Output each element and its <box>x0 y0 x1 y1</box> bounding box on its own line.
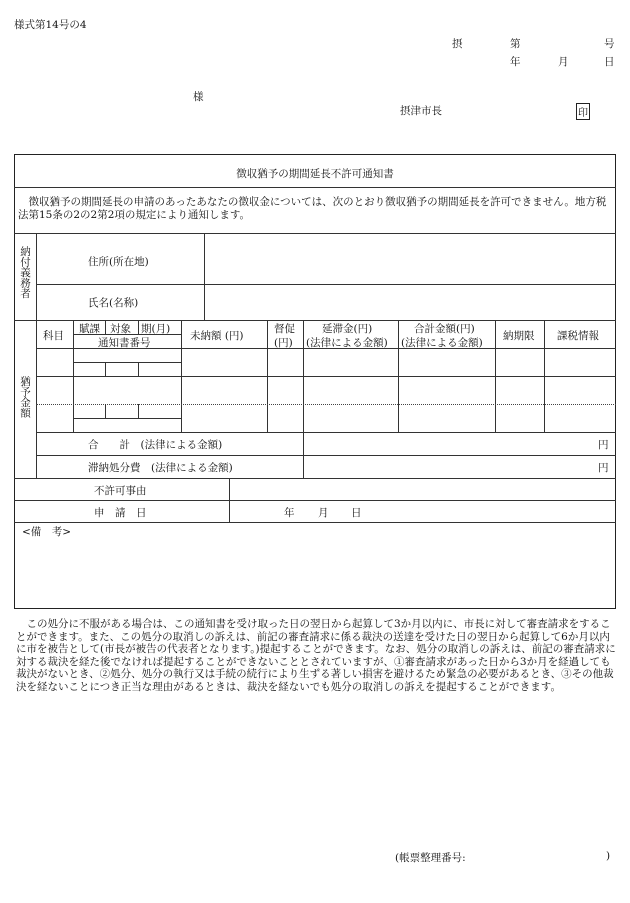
col-ki: 期(月) <box>141 323 171 335</box>
col-tokusoku-1: 督促 <box>274 323 295 335</box>
appeal-notice: この処分に不服がある場合は、この通知書を受け取った日の翌日から起算して3か月以内に、市長に対して審査請求をすることができます。また、この処分の取消しの訴えは、前記の審査請求に係る裁決の送達を受けた日の翌日から起算して6か月以内に市を被告として(市長が被告の代表者となります。)提起することができます。なお、処分の取消しの訴えは、前記の審査請求に対する裁決を経た後でなければ提起することができないこととされていますが、①審査請求があった日から3か月を経過しても裁決がないとき、②処分、処分の執行又は手続の続行により生ずる著しい損害を避けるため緊急の必要があるとき、③その他裁決を経ないことにつき正当な理由があるときは、裁決を経ないでも処分の取消しの訴えを提起することができます。 <box>16 618 616 693</box>
divider <box>138 362 139 376</box>
delinquency-yen: 円 <box>598 462 609 474</box>
divider <box>36 432 616 433</box>
doc-go: 号 <box>604 38 615 50</box>
sum-label: 合 計 (法律による金額) <box>88 439 223 451</box>
divider <box>73 334 181 335</box>
doc-prefix: 摂 <box>452 38 463 50</box>
seal-mark: 印 <box>576 103 590 120</box>
form-number: 様式第14号の4 <box>14 19 87 31</box>
ledger-number-label: (帳票整理番号: <box>395 852 466 864</box>
col-tokusoku-2: (円) <box>274 337 293 349</box>
form-frame <box>14 154 616 609</box>
ledger-number-close: ) <box>606 850 611 862</box>
divider <box>36 233 37 478</box>
address-label: 住所(所在地) <box>88 256 149 268</box>
divider <box>14 233 616 234</box>
divider <box>138 320 139 334</box>
col-entaikin-2: (法律による金額) <box>306 337 388 349</box>
col-total-1: 合計金額(円) <box>414 323 475 335</box>
form-title: 徴収猶予の期間延長不許可通知書 <box>236 168 394 180</box>
divider <box>36 404 616 405</box>
divider <box>36 455 616 456</box>
col-deadline: 納期限 <box>503 330 535 342</box>
issuer-name: 摂津市長 <box>400 105 442 117</box>
col-fuka: 賦課 <box>79 323 100 335</box>
col-subject: 科目 <box>43 330 64 342</box>
divider <box>36 376 616 377</box>
col-tax-info: 課税情報 <box>557 330 599 342</box>
divider <box>14 187 616 188</box>
divider <box>14 522 616 523</box>
deferral-label: 猶予金額 <box>19 376 31 418</box>
body-text: 徴収猶予の期間延長の申請のあったあなたの徴収金については、次のとおり徴収猶予の期間延長を許可できません。地方税法第15条の2の2第2項の規定により通知します。 <box>18 196 607 221</box>
delinquency-label: 滞納処分費 (法律による金額) <box>88 462 233 474</box>
divider <box>36 348 616 349</box>
col-unpaid: 未納額 (円) <box>190 330 244 342</box>
divider <box>73 418 181 419</box>
application-date-label: 申 請 日 <box>94 507 147 519</box>
divider <box>36 284 616 285</box>
col-entaikin-1: 延滞金(円) <box>322 323 373 335</box>
divider <box>105 362 106 376</box>
application-month: 月 <box>318 507 329 519</box>
reason-label: 不許可事由 <box>94 485 147 497</box>
taxpayer-label: 納付義務者 <box>19 246 31 299</box>
col-taisho: 対象 <box>110 323 131 335</box>
divider <box>105 404 106 418</box>
remarks-label: <備 考> <box>22 526 72 538</box>
doc-dai: 第 <box>510 38 521 50</box>
col-total-2: (法律による金額) <box>401 337 483 349</box>
application-year: 年 <box>284 507 295 519</box>
date-month: 月 <box>558 56 569 68</box>
divider <box>14 500 616 501</box>
name-label: 氏名(名称) <box>88 297 139 309</box>
col-notice-number: 通知書番号 <box>98 337 151 349</box>
divider <box>14 478 616 479</box>
date-year: 年 <box>510 56 521 68</box>
divider <box>204 233 205 320</box>
date-day: 日 <box>604 56 615 68</box>
divider <box>105 320 106 334</box>
divider <box>138 404 139 418</box>
sum-yen: 円 <box>598 439 609 451</box>
recipient-suffix: 様 <box>193 91 204 103</box>
divider <box>73 362 181 363</box>
application-day: 日 <box>351 507 362 519</box>
